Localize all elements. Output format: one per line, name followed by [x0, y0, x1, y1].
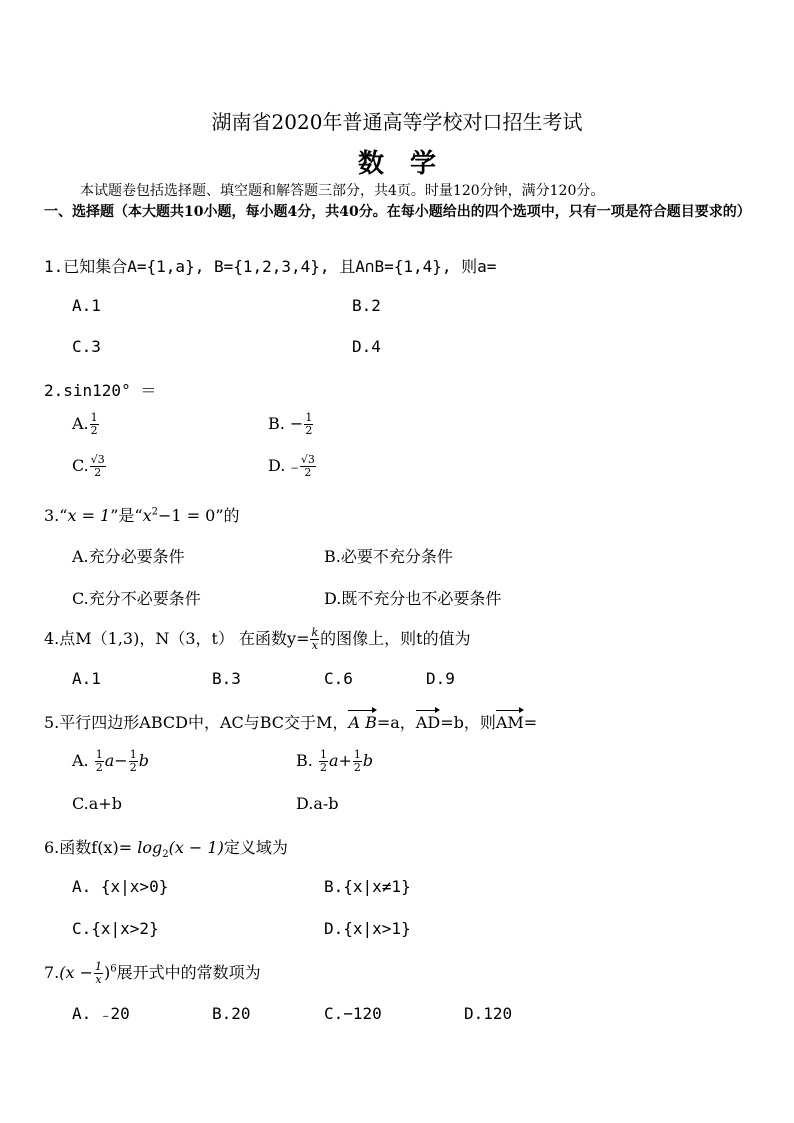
vector-ad: AD	[415, 713, 441, 732]
q2-option-a	[72, 412, 100, 437]
q6-option-b: B.{x|x≠1}	[324, 877, 411, 896]
vector-am: AM	[495, 713, 524, 732]
fraction-one-half: $\frac{1}{2}$	[95, 748, 103, 774]
q2-option-c	[72, 454, 107, 479]
fraction-sqrt3-half: $\frac{√3}{2}$	[300, 453, 315, 479]
q4-option-d: D.9	[426, 669, 455, 688]
fraction-one-half: $\frac{1}{2}$	[90, 411, 98, 437]
q3-option-a: A.充分必要条件	[72, 547, 185, 566]
q4-option-c: C.6	[324, 669, 353, 688]
section-heading: 一、选择题（本大题共10小题，每小题4分，共40分。在每小题给出的四个选项中，只有一项是符合题目要求的）	[44, 204, 751, 220]
q5-option-d: D.a-b	[296, 794, 339, 813]
q2-a-label: A.	[72, 414, 89, 433]
q7-option-b: B.20	[212, 1004, 251, 1023]
log-function: log	[137, 838, 163, 857]
vector-ab: A B	[348, 713, 377, 732]
fraction-sqrt3-half: $\frac{√3}{2}$	[90, 453, 105, 479]
q1-option-b: B.2	[352, 296, 381, 315]
q5-option-b: B. $\frac{1}{2}$ a+ $\frac{1}{2}$ b	[296, 748, 374, 774]
q7-option-d: D.120	[464, 1004, 513, 1023]
fraction-one-half: $\frac{1}{2}$	[353, 748, 361, 774]
fraction-one-over-x: $\frac{1}{x}$	[95, 960, 103, 986]
q1-option-c: C.3	[72, 337, 101, 356]
fraction-one-half: $\frac{1}{2}$	[129, 748, 137, 774]
fraction-one-half: $\frac{1}{2}$	[319, 748, 327, 774]
q1-option-a: A.1	[72, 296, 101, 315]
exam-title: 湖南省2020年普通高等学校对口招生考试	[211, 110, 583, 134]
question-6-stem: 6.函数$f(x)= \log_2(x - 1)$定义域为	[44, 838, 288, 861]
question-1-stem: 1.已知集合A={1,a}, B={1,2,3,4}, 且A∩B={1,4}, 则a=	[44, 257, 497, 276]
q3-option-d: D.既不充分也不必要条件	[324, 589, 502, 608]
q7-option-a: A. ₋20	[72, 1004, 130, 1023]
q1-option-d: D.4	[352, 337, 381, 356]
fraction-k-over-x: $\frac{k}{x}$	[311, 626, 319, 652]
q2-b-label: B. −	[268, 414, 304, 433]
exam-intro: 本试题卷包括选择题、填空题和解答题三部分，共4页。时量120分钟，满分120分。	[80, 183, 605, 199]
subject-title: 数学	[357, 149, 462, 179]
q4-option-b: B.3	[212, 669, 241, 688]
q2-c-label: C.	[72, 456, 89, 475]
q2-option-b	[268, 412, 314, 437]
question-7-stem: 7.(x − $\frac{1}{x}$ )$^6$展开式中的常数项为	[44, 960, 261, 986]
question-4-stem: 4.点M（1,3)，N（3，t） 在函数y= $\frac{k}{x}$ 的图像上，则t的值为	[44, 626, 471, 652]
question-5-stem: 5.平行四边形ABCD中，AC与BC交于M，A B=a，AD=b，则AM=	[44, 713, 538, 732]
equation-x-squared: −1 = 0	[158, 506, 216, 525]
q5-option-a: A. $\frac{1}{2}$ a− $\frac{1}{2}$ b	[72, 748, 149, 774]
q3-option-c: C.充分不必要条件	[72, 589, 201, 608]
q2-option-d	[268, 454, 317, 479]
q7-option-c: C.−120	[324, 1004, 382, 1023]
question-3-stem: 3.“x = 1”是“$x^2-1 = 0$”的	[44, 506, 240, 525]
exponent: 6	[110, 963, 117, 975]
q6-option-a: A. {x|x>0}	[72, 877, 169, 896]
fraction-one-half: $\frac{1}{2}$	[305, 411, 313, 437]
q2-d-label: D. ₋	[268, 456, 299, 475]
q4-option-a: A.1	[72, 669, 101, 688]
q3-option-b: B.必要不充分条件	[324, 547, 453, 566]
question-2-stem: 2.sin120° ＝	[44, 381, 157, 400]
equation-x-equals-1: x = 1	[67, 506, 111, 525]
q6-option-c: C.{x|x>2}	[72, 919, 159, 938]
q6-option-d: D.{x|x>1}	[324, 919, 411, 938]
q5-option-c: C.a+b	[72, 794, 122, 813]
